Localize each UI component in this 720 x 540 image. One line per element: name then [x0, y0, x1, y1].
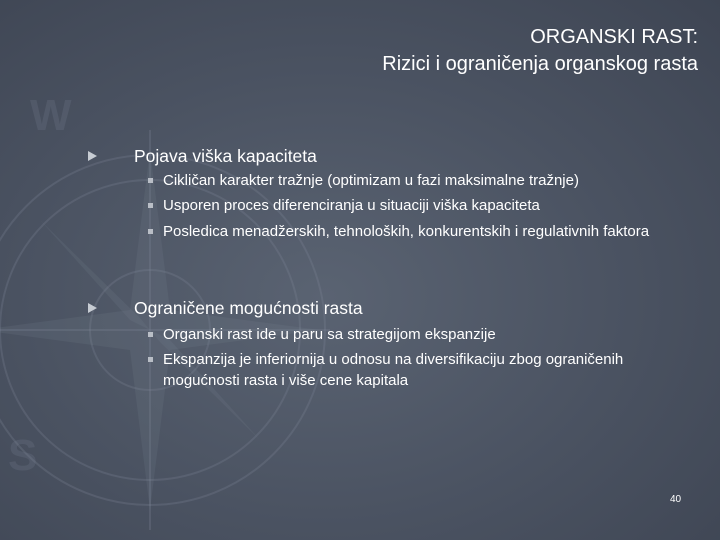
list-item-text: Cikličan karakter tražnje (optimizam u fazi maksimalne tražnje) [163, 172, 579, 189]
title-line-1: ORGANSKI RAST: [530, 26, 698, 48]
section-heading: Pojava viška kapaciteta [134, 146, 317, 166]
square-bullet-icon [148, 229, 153, 234]
triangle-arrow-icon [88, 151, 97, 161]
section-1 [0, 144, 720, 172]
list-item-text: Posledica menadžerskih, tehnoloških, konkurentskih i regulativnih faktora [163, 223, 650, 240]
section-heading: Ograničene mogućnosti rasta [134, 298, 363, 318]
page-number: 40 [670, 494, 682, 505]
list-item-text: Usporen proces diferenciranja u situaciji viška kapaciteta [163, 197, 540, 214]
list-item-text: Organski rast ide u paru sa strategijom ekspanzije [163, 326, 496, 343]
slide-title [382, 24, 698, 78]
triangle-arrow-icon [88, 303, 97, 313]
square-bullet-icon [148, 178, 153, 183]
title-line-2: Rizici i ograničenja organskog rasta [382, 53, 698, 75]
svg-text:S: S [8, 431, 38, 480]
square-bullet-icon [148, 332, 153, 337]
list-item-text: Ekspanzija je inferiornija u odnosu na diversifikaciju zbog ograničenih mogućnosti rasta i više cene kapitala [163, 351, 624, 389]
square-bullet-icon [148, 357, 153, 362]
section-2 [0, 296, 720, 324]
square-bullet-icon [148, 203, 153, 208]
svg-text:W: W [30, 91, 72, 140]
